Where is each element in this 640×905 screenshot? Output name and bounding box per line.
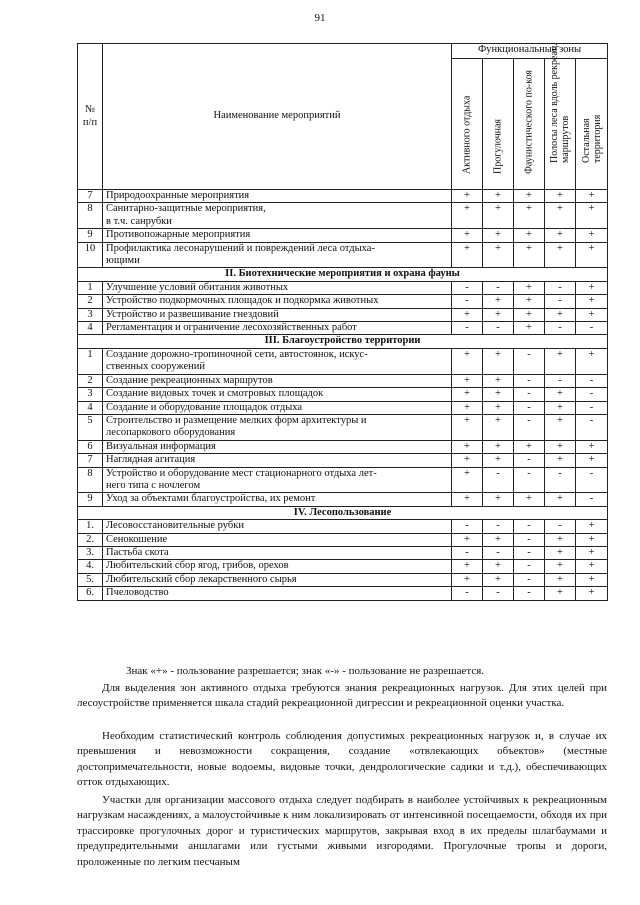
permission-mark: + bbox=[452, 229, 483, 242]
measure-name: Создание рекреационных маршрутов bbox=[103, 374, 452, 387]
permission-mark: - bbox=[514, 348, 545, 374]
zone-header: Полосы леса вдоль рекреац. маршрутов bbox=[545, 59, 576, 190]
permission-mark: + bbox=[514, 308, 545, 321]
measure-name: Устройство и оборудование мест стационарного отдыха лет- него типа с ночлегом bbox=[103, 467, 452, 493]
table-row bbox=[78, 308, 608, 321]
permission-mark: + bbox=[576, 533, 608, 546]
permission-mark: + bbox=[452, 533, 483, 546]
table-row bbox=[78, 493, 608, 506]
measure-name: Санитарно-защитные мероприятия, в т.ч. санрубки bbox=[103, 203, 452, 229]
table-row bbox=[78, 533, 608, 546]
permission-mark: - bbox=[452, 520, 483, 533]
permission-mark: + bbox=[514, 440, 545, 453]
permission-mark: + bbox=[452, 374, 483, 387]
zone-header: Активного отдыха bbox=[452, 59, 483, 190]
row-number: 1 bbox=[78, 281, 103, 294]
row-number: 3 bbox=[78, 308, 103, 321]
permission-mark: + bbox=[452, 440, 483, 453]
permission-mark: + bbox=[483, 242, 514, 268]
permission-mark: + bbox=[545, 493, 576, 506]
permission-mark: + bbox=[514, 229, 545, 242]
paragraph: Участки для организации массового отдыха следует подбирать в наиболее устойчивых к рекреационным нагрузкам насаждениях, а малоустойчивые к ним локализировать от интенсивной посещаемости, обходя их при трассировке прогулочных дорог и туристических маршрутов, закрывая вход в их пределы шлагбаумами и предупредительными аншлагами или густыми живыми изгородями. Прогулочные тропы и дороги, проложенные по легким песчаным bbox=[77, 794, 607, 868]
permission-mark: + bbox=[452, 190, 483, 203]
permission-mark: - bbox=[514, 573, 545, 586]
table-row bbox=[78, 242, 608, 268]
permission-mark: + bbox=[452, 573, 483, 586]
permission-mark: + bbox=[576, 520, 608, 533]
measure-name: Строительство и размещение мелких форм архитектуры и лесопаркового оборудования bbox=[103, 414, 452, 440]
measure-name: Создание и оборудование площадок отдыха bbox=[103, 401, 452, 414]
measure-name: Профилактика лесонарушений и повреждений леса отдыха- ющими bbox=[103, 242, 452, 268]
header-num: № п/п bbox=[78, 44, 103, 190]
permission-mark: + bbox=[483, 374, 514, 387]
permission-mark: + bbox=[576, 203, 608, 229]
row-number: 4. bbox=[78, 560, 103, 573]
measure-name: Визуальная информация bbox=[103, 440, 452, 453]
permission-mark: + bbox=[545, 190, 576, 203]
permission-mark: + bbox=[514, 281, 545, 294]
measure-name: Природоохранные мероприятия bbox=[103, 190, 452, 203]
paragraph: Для выделения зон активного отдыха требуются знания рекреационных нагрузок. Для этих целей при лесоустройстве применяется шкала стадий рекреационной дигрессии и рекреационной оценки участка. bbox=[77, 682, 607, 710]
permission-mark: + bbox=[452, 388, 483, 401]
permission-mark: + bbox=[576, 281, 608, 294]
permission-mark: + bbox=[545, 440, 576, 453]
measure-name: Создание дорожно-тропиночной сети, автостоянок, искус- ственных сооружений bbox=[103, 348, 452, 374]
permission-mark: - bbox=[576, 414, 608, 440]
legend-note: Знак «+» - пользование разрешается; знак «-» - пользование не разрешается. bbox=[126, 665, 485, 677]
section-title: II. Биотехнические мероприятия и охрана фауны bbox=[78, 268, 608, 281]
row-number: 10 bbox=[78, 242, 103, 268]
permission-mark: + bbox=[576, 190, 608, 203]
row-number: 5 bbox=[78, 414, 103, 440]
row-number: 9 bbox=[78, 493, 103, 506]
table-row bbox=[78, 203, 608, 229]
permission-mark: + bbox=[483, 573, 514, 586]
measure-name: Улучшение условий обитания животных bbox=[103, 281, 452, 294]
permission-mark: - bbox=[576, 467, 608, 493]
table-row bbox=[78, 281, 608, 294]
section-title: IV. Лесопользование bbox=[78, 506, 608, 519]
permission-mark: + bbox=[545, 573, 576, 586]
permission-mark: + bbox=[452, 493, 483, 506]
permission-mark: + bbox=[545, 348, 576, 374]
permission-mark: + bbox=[576, 348, 608, 374]
permission-mark: - bbox=[514, 520, 545, 533]
table-row bbox=[78, 414, 608, 440]
permission-mark: - bbox=[452, 546, 483, 559]
permission-mark: + bbox=[545, 242, 576, 268]
table-row bbox=[78, 467, 608, 493]
table-row bbox=[78, 190, 608, 203]
row-number: 2 bbox=[78, 295, 103, 308]
permission-mark: + bbox=[452, 242, 483, 268]
permission-mark: + bbox=[576, 229, 608, 242]
measure-name: Регламентация и ограничение лесохозяйственных работ bbox=[103, 322, 452, 335]
section-row bbox=[78, 506, 608, 519]
row-number: 1 bbox=[78, 348, 103, 374]
measure-name: Устройство и развешивание гнездовий bbox=[103, 308, 452, 321]
row-number: 2. bbox=[78, 533, 103, 546]
measure-name: Противопожарные мероприятия bbox=[103, 229, 452, 242]
table-row bbox=[78, 348, 608, 374]
permission-mark: - bbox=[545, 295, 576, 308]
zone-header: Фаунистического по-коя bbox=[514, 59, 545, 190]
permission-mark: + bbox=[452, 414, 483, 440]
permission-mark: - bbox=[514, 533, 545, 546]
permission-mark: + bbox=[483, 560, 514, 573]
permission-mark: + bbox=[545, 546, 576, 559]
permission-mark: - bbox=[483, 467, 514, 493]
permission-mark: + bbox=[514, 322, 545, 335]
permission-mark: + bbox=[452, 203, 483, 229]
permission-mark: + bbox=[483, 440, 514, 453]
permission-mark: + bbox=[483, 203, 514, 229]
permission-mark: - bbox=[514, 454, 545, 467]
table-row bbox=[78, 388, 608, 401]
header-zones-title: Функциональные зоны bbox=[452, 44, 608, 59]
page-number: 91 bbox=[314, 12, 326, 24]
permission-mark: - bbox=[483, 546, 514, 559]
permission-mark: + bbox=[483, 533, 514, 546]
row-number: 3 bbox=[78, 388, 103, 401]
permission-mark: + bbox=[576, 440, 608, 453]
permission-mark: + bbox=[483, 493, 514, 506]
row-number: 8 bbox=[78, 467, 103, 493]
permission-mark: + bbox=[545, 533, 576, 546]
permission-mark: + bbox=[514, 242, 545, 268]
permission-mark: - bbox=[514, 546, 545, 559]
permission-mark: + bbox=[452, 348, 483, 374]
row-number: 6 bbox=[78, 440, 103, 453]
functional-zones-table bbox=[77, 43, 608, 601]
permission-mark: - bbox=[545, 281, 576, 294]
row-number: 4 bbox=[78, 322, 103, 335]
header-name: Наименование мероприятий bbox=[103, 44, 452, 190]
permission-mark: + bbox=[483, 388, 514, 401]
table-row bbox=[78, 587, 608, 600]
permission-mark: + bbox=[576, 295, 608, 308]
row-number: 5. bbox=[78, 573, 103, 586]
row-number: 9 bbox=[78, 229, 103, 242]
permission-mark: + bbox=[483, 348, 514, 374]
permission-mark: + bbox=[576, 573, 608, 586]
table-row bbox=[78, 560, 608, 573]
permission-mark: + bbox=[576, 242, 608, 268]
row-number: 1. bbox=[78, 520, 103, 533]
measure-name: Сенокошение bbox=[103, 533, 452, 546]
measure-name: Лесовосстановительные рубки bbox=[103, 520, 452, 533]
section-title: III. Благоустройство территории bbox=[78, 335, 608, 348]
measure-name: Пчеловодство bbox=[103, 587, 452, 600]
permission-mark: + bbox=[483, 229, 514, 242]
permission-mark: + bbox=[576, 454, 608, 467]
row-number: 8 bbox=[78, 203, 103, 229]
zone-header: Прогулочная bbox=[483, 59, 514, 190]
section-row bbox=[78, 268, 608, 281]
permission-mark: - bbox=[576, 493, 608, 506]
measure-name: Создание видовых точек и смотровых площадок bbox=[103, 388, 452, 401]
permission-mark: + bbox=[514, 190, 545, 203]
permission-mark: + bbox=[452, 401, 483, 414]
permission-mark: + bbox=[545, 414, 576, 440]
permission-mark: + bbox=[545, 308, 576, 321]
permission-mark: + bbox=[452, 467, 483, 493]
measure-name: Любительский сбор лекарственного сырья bbox=[103, 573, 452, 586]
table-row bbox=[78, 295, 608, 308]
measure-name: Уход за объектами благоустройства, их ремонт bbox=[103, 493, 452, 506]
permission-mark: + bbox=[545, 229, 576, 242]
permission-mark: - bbox=[545, 322, 576, 335]
permission-mark: - bbox=[483, 520, 514, 533]
permission-mark: + bbox=[483, 414, 514, 440]
table-row bbox=[78, 520, 608, 533]
measure-name: Устройство подкормочных площадок и подкормка животных bbox=[103, 295, 452, 308]
permission-mark: - bbox=[514, 414, 545, 440]
permission-mark: + bbox=[514, 493, 545, 506]
permission-mark: - bbox=[452, 295, 483, 308]
row-number: 3. bbox=[78, 546, 103, 559]
permission-mark: + bbox=[576, 587, 608, 600]
table-row bbox=[78, 454, 608, 467]
row-number: 7 bbox=[78, 454, 103, 467]
permission-mark: + bbox=[576, 308, 608, 321]
permission-mark: - bbox=[545, 374, 576, 387]
permission-mark: - bbox=[576, 322, 608, 335]
permission-mark: + bbox=[514, 203, 545, 229]
permission-mark: + bbox=[452, 560, 483, 573]
table-row bbox=[78, 573, 608, 586]
permission-mark: + bbox=[452, 454, 483, 467]
row-number: 7 bbox=[78, 190, 103, 203]
permission-mark: - bbox=[545, 467, 576, 493]
section-row bbox=[78, 335, 608, 348]
table-row bbox=[78, 322, 608, 335]
permission-mark: + bbox=[452, 308, 483, 321]
permission-mark: + bbox=[545, 388, 576, 401]
permission-mark: + bbox=[483, 295, 514, 308]
row-number: 4 bbox=[78, 401, 103, 414]
permission-mark: + bbox=[545, 587, 576, 600]
permission-mark: - bbox=[514, 587, 545, 600]
permission-mark: + bbox=[576, 546, 608, 559]
permission-mark: + bbox=[483, 454, 514, 467]
permission-mark: + bbox=[545, 401, 576, 414]
permission-mark: - bbox=[514, 560, 545, 573]
table-row bbox=[78, 401, 608, 414]
permission-mark: - bbox=[483, 281, 514, 294]
permission-mark: - bbox=[452, 587, 483, 600]
permission-mark: - bbox=[483, 322, 514, 335]
permission-mark: - bbox=[514, 388, 545, 401]
measure-name: Любительский сбор ягод, грибов, орехов bbox=[103, 560, 452, 573]
row-number: 6. bbox=[78, 587, 103, 600]
permission-mark: - bbox=[514, 374, 545, 387]
table-row bbox=[78, 440, 608, 453]
permission-mark: - bbox=[514, 401, 545, 414]
permission-mark: - bbox=[576, 401, 608, 414]
permission-mark: - bbox=[452, 281, 483, 294]
permission-mark: + bbox=[576, 560, 608, 573]
permission-mark: - bbox=[576, 374, 608, 387]
permission-mark: + bbox=[483, 190, 514, 203]
permission-mark: + bbox=[483, 401, 514, 414]
permission-mark: + bbox=[545, 203, 576, 229]
table-row bbox=[78, 374, 608, 387]
permission-mark: - bbox=[483, 587, 514, 600]
zone-header: Остальная территория bbox=[576, 59, 608, 190]
measure-name: Пастьба скота bbox=[103, 546, 452, 559]
permission-mark: + bbox=[514, 295, 545, 308]
measure-name: Наглядная агитация bbox=[103, 454, 452, 467]
permission-mark: + bbox=[545, 560, 576, 573]
table-row bbox=[78, 546, 608, 559]
paragraph: Необходим статистический контроль соблюдения допустимых рекреационных нагрузок и, в случае их превышения и невозможности сокращения, создание «отвлекающих объектов» (местные достопримечательности, новые водоемы, видовые точки, дендрологические садики и т.д.), обеспечивающих отток отдыхающих. bbox=[77, 730, 607, 789]
permission-mark: + bbox=[483, 308, 514, 321]
row-number: 2 bbox=[78, 374, 103, 387]
table-row bbox=[78, 229, 608, 242]
permission-mark: - bbox=[514, 467, 545, 493]
permission-mark: - bbox=[576, 388, 608, 401]
permission-mark: - bbox=[545, 520, 576, 533]
permission-mark: + bbox=[545, 454, 576, 467]
permission-mark: - bbox=[452, 322, 483, 335]
